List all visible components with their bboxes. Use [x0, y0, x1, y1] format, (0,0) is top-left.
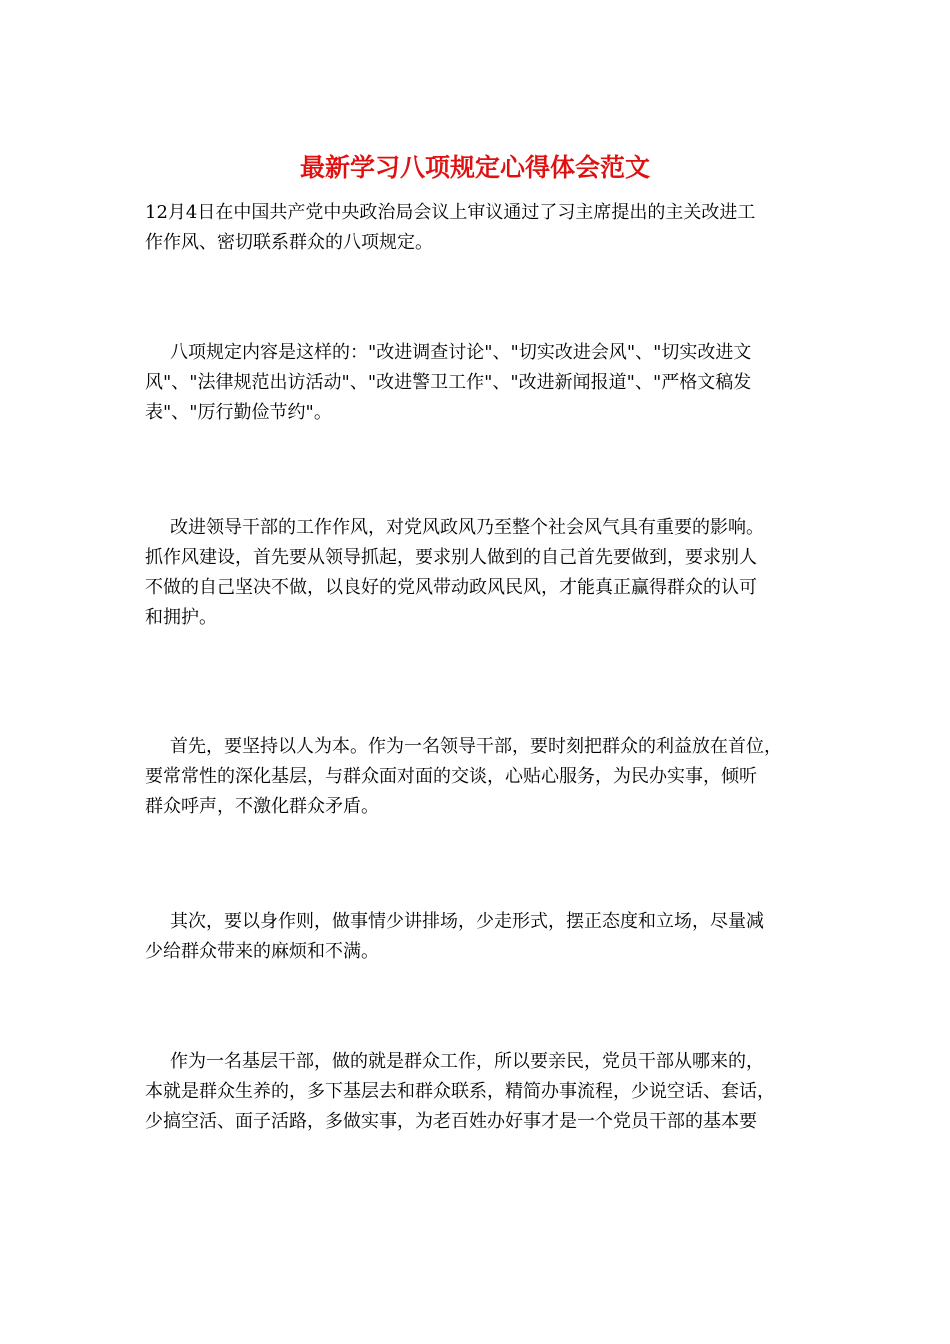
paragraph-5	[145, 907, 810, 967]
paragraph-3	[145, 513, 810, 633]
paragraph-line: 少搞空活、面子活路，多做实事，为老百姓办好事才是一个党员干部的基本要	[145, 1111, 757, 1132]
paragraph-line: 作为一名基层干部，做的就是群众工作，所以要亲民，党员干部从哪来的，	[170, 1051, 764, 1072]
paragraph-line: 少给群众带来的麻烦和不满。	[145, 941, 379, 962]
paragraph-line: 本就是群众生养的，多下基层去和群众联系，精简办事流程，少说空话、套话，	[145, 1081, 775, 1102]
paragraph-line: 首先，要坚持以人为本。作为一名领导干部，要时刻把群众的利益放在首位，	[170, 736, 782, 757]
paragraph-line: 不做的自己坚决不做，以良好的党风带动政风民风，才能真正赢得群众的认可	[145, 577, 757, 598]
paragraph-line: 八项规定内容是这样的："改进调查讨论"、"切实改进会风"、"切实改进文	[170, 342, 752, 363]
paragraph-line: 12月4日在中国共产党中央政治局会议上审议通过了习主席提出的主关改进工	[145, 202, 756, 223]
paragraph-1	[145, 198, 810, 258]
paragraph-2	[145, 338, 810, 428]
paragraph-line: 要常常性的深化基层，与群众面对面的交谈，心贴心服务，为民办实事，倾听	[145, 766, 757, 787]
paragraph-line: 表"、"厉行勤俭节约"。	[145, 402, 332, 423]
paragraph-line: 群众呼声，不激化群众矛盾。	[145, 796, 379, 817]
paragraph-line: 和拥护。	[145, 607, 217, 628]
paragraph-6	[145, 1047, 810, 1137]
paragraph-line: 其次，要以身作则，做事情少讲排场，少走形式，摆正态度和立场，尽量减	[170, 911, 764, 932]
document-title: 最新学习八项规定心得体会范文	[299, 153, 650, 182]
paragraph-line: 改进领导干部的工作作风，对党风政风乃至整个社会风气具有重要的影响。	[170, 517, 764, 538]
paragraph-4	[145, 732, 810, 822]
paragraph-line: 抓作风建设，首先要从领导抓起，要求别人做到的自己首先要做到，要求别人	[145, 547, 757, 568]
paragraph-line: 作作风、密切联系群众的八项规定。	[145, 232, 433, 253]
paragraph-line: 风"、"法律规范出访活动"、"改进警卫工作"、"改进新闻报道"、"严格文稿发	[145, 372, 752, 393]
